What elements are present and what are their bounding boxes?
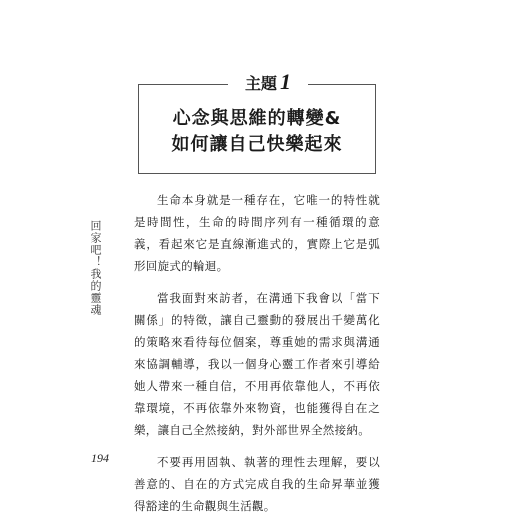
body-text — [134, 189, 380, 527]
chapter-label-text: 主題 — [244, 74, 277, 93]
title-box-top-border-left — [138, 84, 228, 85]
page-number: 194 — [91, 451, 109, 465]
chapter-label — [228, 70, 308, 96]
chapter-title-line-2: 如何讓自己快樂起來 — [171, 134, 343, 155]
title-box-top-border-right — [308, 84, 376, 85]
chapter-title-box — [138, 69, 376, 174]
chapter-number: 1 — [280, 69, 291, 94]
running-header: 回家吧！我的靈魂 — [89, 220, 102, 316]
title-box-bottom-border — [138, 173, 376, 174]
paragraph-3: 不要再用固執、執著的理性去理解，要以善意的、自在的方式完成自我的生命昇華並獲得豁達的生命觀與生活觀。 — [134, 455, 380, 513]
paragraph-2: 當我面對來訪者，在溝通下我會以「當下關係」的特徵，讓自己靈動的發展出千變萬化的策略來看待每位個案，尊重她的需求與溝通來協調輔導，我以一個身心靈工作者來引導給她人帶來一種自信，不用再依靠他人，不再依靠環境，不再依靠外來物資，也能獲得自在之樂，讓自己全然接納，對外部世界全然接納。 — [134, 291, 380, 437]
paragraph-1: 生命本身就是一種存在，它唯一的特性就是時間性，生命的時間序列有一種循環的意義，看起來它是直線漸進式的，實際上它是弧形回旋式的輪迴。 — [134, 193, 380, 273]
chapter-title-line-1: 心念與思維的轉變& — [172, 108, 342, 129]
